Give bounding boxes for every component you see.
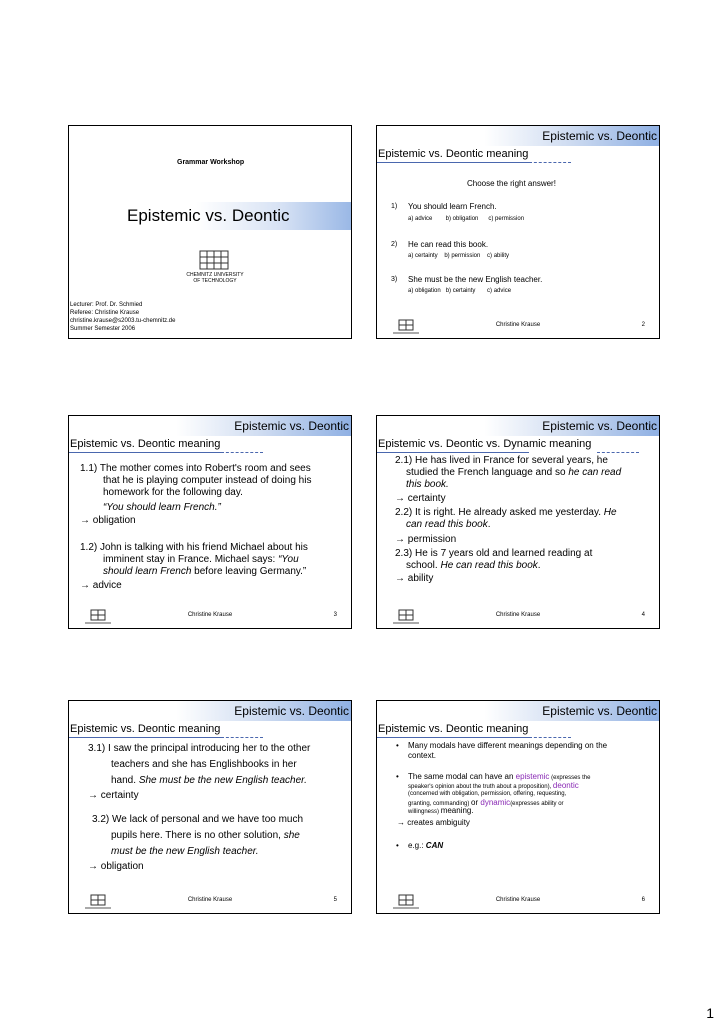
arrow-certainty: → certainty [88,790,139,801]
text-span: meaning. [440,806,474,815]
text-span: “You [278,554,299,565]
arrow-obligation: → obligation [88,861,144,872]
text-span: (expresses the [549,775,591,781]
slide-footer [69,606,351,628]
slide-footer [377,316,659,338]
text-span: He can read this book [440,560,538,571]
slide-header [377,701,659,721]
referee: Referee: Christine Krause [70,310,140,316]
footer-page: 2 [641,322,645,328]
header-title: Epistemic vs. Deontic [234,704,349,718]
text-line: 1.1) The mother comes into Robert's room and sees [80,463,311,474]
university-name-1: CHEMNITZ UNIVERSITY [186,272,244,278]
footer-presenter: Christine Krause [187,612,233,618]
text-line [408,807,474,817]
text-span: speaker's opinion about the truth about a proposition), [408,784,553,790]
text-line: Many modals have different meanings depending on the [408,741,608,750]
text-span: hand. [111,775,139,786]
text-span: he can read [568,467,622,478]
text-line: 3.1) I saw the principal introducing her to the other [88,743,311,754]
bullet-icon: • [396,841,399,850]
slide-header [377,416,659,436]
text-span: before leaving Germany.” [191,566,307,577]
q3-options: a) obligation b) certainty c) advice [408,288,512,294]
epistemic-term: epistemic [515,772,550,781]
university-name-2: OF TECHNOLOGY [193,278,237,284]
footer-presenter: Christine Krause [495,612,541,618]
arrow-certainty: → certainty [395,493,446,504]
text-line [103,566,306,578]
text-span: should learn French [103,566,192,577]
text-line: context. [408,751,437,760]
lecturer: Lecturer: Prof. Dr. Schmied [70,302,143,308]
subtitle-dash [597,452,639,453]
university-logo-icon [199,250,229,270]
text-line: 2.1) He has lived in France for several years, he [395,455,608,466]
arrow-ambiguity: → creates ambiguity [397,818,470,827]
header-title: Epistemic vs. Deontic [542,419,657,433]
text-line [111,830,300,842]
slide-header [69,701,351,721]
q1-options: a) advice b) obligation c) permission [408,216,525,222]
text-line: (concerned with obligation, permission, offering, requesting, [408,791,567,797]
text-line: 1.2) John is talking with his friend Michael about his [80,542,308,553]
text-line: 3.2) We lack of personal and we have too much [92,814,304,825]
workshop-label: Grammar Workshop [177,159,245,166]
arrow-permission: → permission [395,534,457,545]
q2-text: He can read this book. [408,240,489,249]
header-title: Epistemic vs. Deontic [542,129,657,143]
text-span: granting, commanding) [408,801,472,807]
slide-5 [68,700,352,914]
text-span: studied the French language and so [406,467,569,478]
subtitle-underline [69,452,221,453]
text-line [103,554,299,566]
slide-header [69,416,351,436]
bullet-icon: • [396,741,399,750]
text-span: The same modal can have an [408,772,516,781]
text-span: or [471,798,481,807]
footer-presenter: Christine Krause [187,897,233,903]
text-line [406,519,491,531]
q3-number: 3) [391,276,398,283]
slide-footer [69,891,351,913]
email: christine.krause@s2003.tu-chemnitz.de [70,318,176,324]
q1-text: You should learn French. [408,202,497,211]
footer-page: 5 [333,897,337,903]
dynamic-term: dynamic [480,798,511,807]
slide-title: Epistemic vs. Deontic [127,206,290,225]
text-line: “You should learn French.” [103,502,221,513]
slide-3 [68,415,352,629]
footer-presenter: Christine Krause [495,322,541,328]
text-line: 2.3) He is 7 years old and learned reading at [395,548,593,559]
slide-6 [376,700,660,914]
q1-number: 1) [391,203,398,210]
text-line: this book. [406,479,449,490]
text-span: imminent stay in France. Michael says: [103,554,279,565]
subtitle-underline [377,162,529,163]
slide-subtitle: Epistemic vs. Deontic vs. Dynamic meaning [378,438,592,450]
slide-subtitle: Epistemic vs. Deontic meaning [70,723,221,735]
text-span: (expresses ability or [510,801,564,807]
instruction: Choose the right answer! [467,179,556,188]
text-line [408,841,443,850]
arrow-advice: → advice [80,580,122,591]
slide-subtitle: Epistemic vs. Deontic meaning [378,148,529,160]
q2-number: 2) [391,241,398,248]
subtitle-dash [529,737,571,738]
slide-subtitle: Epistemic vs. Deontic meaning [378,723,529,735]
text-line [406,467,621,479]
footer-page: 3 [333,612,337,618]
text-line: teachers and she has Englishbooks in her [111,759,297,770]
subtitle-dash [221,452,263,453]
text-line [406,560,541,572]
deontic-term: deontic [552,781,579,790]
text-line [111,775,307,787]
subtitle-dash [221,737,263,738]
text-span: He [603,507,617,518]
text-line: that he is playing computer instead of doing his [103,475,312,486]
page-number: 1 [706,1005,714,1021]
text-span: 2.2) It is right. He already asked me yesterday. [395,507,604,518]
subtitle-underline [377,452,529,453]
text-span: She must be the new English teacher. [138,775,307,786]
text-span: e.g.: [408,841,426,850]
arrow-obligation: → obligation [80,515,136,526]
text-span: school. [406,560,441,571]
footer-presenter: Christine Krause [495,897,541,903]
slide-footer [377,606,659,628]
header-title: Epistemic vs. Deontic [542,704,657,718]
slide-header [377,126,659,146]
q3-text: She must be the new English teacher. [408,275,543,284]
footer-page: 4 [641,612,645,618]
subtitle-underline [377,737,529,738]
slide-subtitle: Epistemic vs. Deontic meaning [70,438,221,450]
slide-4 [376,415,660,629]
footer-page: 6 [641,897,645,903]
bullet-icon: • [396,772,399,781]
header-title: Epistemic vs. Deontic [234,419,349,433]
q2-options: a) certainty b) permission c) ability [408,253,510,259]
text-span: CAN [425,841,444,850]
slide-2 [376,125,660,339]
text-line: homework for the following day. [103,487,243,498]
arrow-ability: → ability [395,573,434,584]
slide-1 [68,125,352,339]
text-span: willingness) [408,809,441,815]
text-span: can read this book [406,519,488,530]
text-span: she [283,830,300,841]
slide-footer [377,891,659,913]
semester: Summer Semester 2006 [70,326,136,332]
text-span: . [537,560,541,571]
text-span: pupils here. There is no other solution, [111,830,284,841]
subtitle-underline [69,737,221,738]
text-line [395,507,617,519]
text-line: must be the new English teacher. [111,846,259,857]
text-span: . [487,519,491,530]
subtitle-dash [529,162,571,163]
